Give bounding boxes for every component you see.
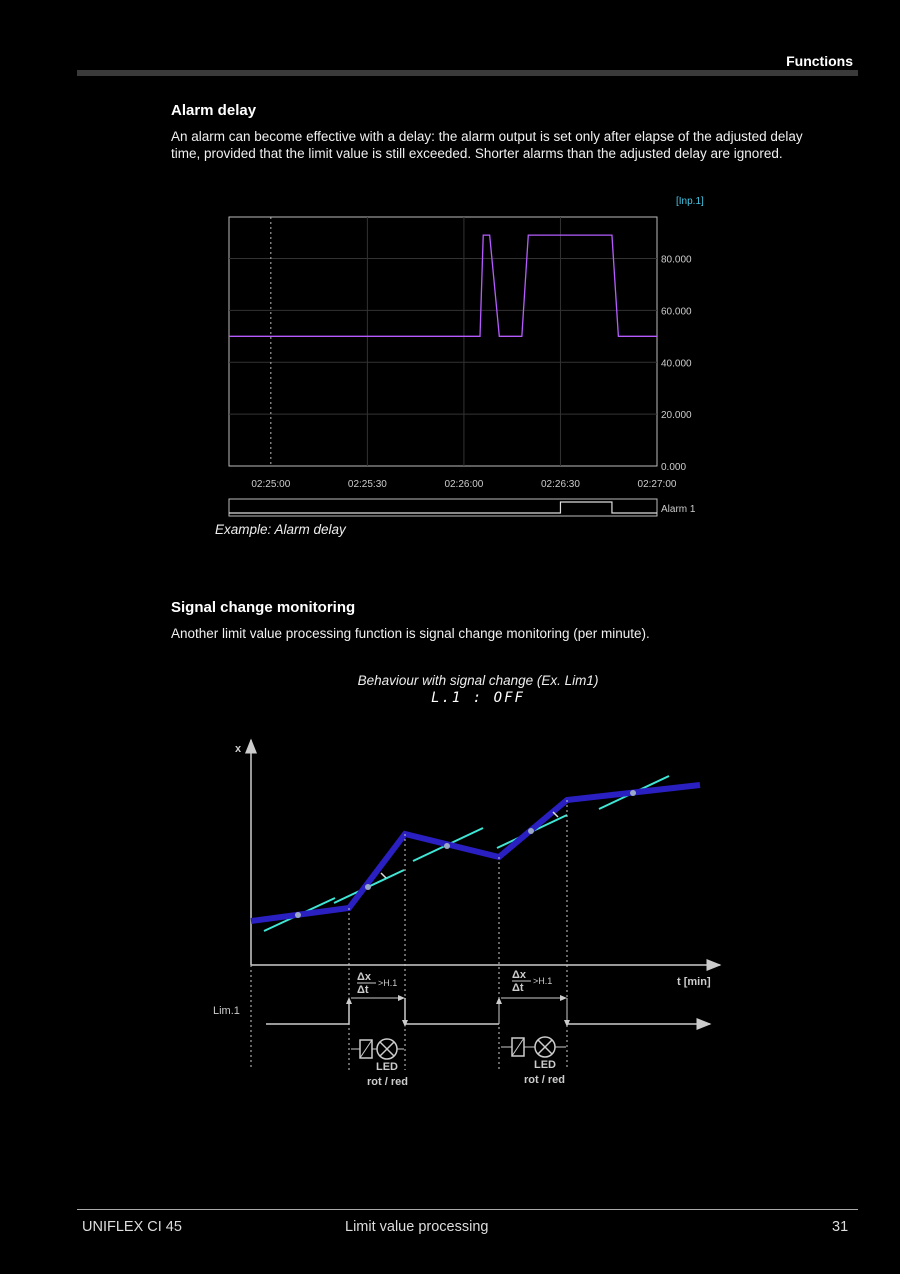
signal-curve [251, 785, 700, 921]
delta-annotation-2 [501, 969, 566, 998]
x-tick-label: 02:27:00 [637, 479, 677, 490]
relay-led-group-1 [351, 1039, 408, 1088]
alarm-label: Alarm 1 [661, 504, 696, 515]
alarm-delay-heading: Alarm delay [171, 102, 257, 119]
svg-text:Δt: Δt [512, 982, 524, 994]
y-tick-label: 60.000 [661, 306, 692, 318]
y-tick-label: 40.000 [661, 358, 692, 370]
signal-change-diagram [0, 730, 900, 1100]
alarm-delay-chart [0, 190, 900, 530]
alarm-delay-section [171, 102, 831, 162]
x-tick-label: 02:25:30 [347, 479, 387, 490]
svg-text:Δt: Δt [357, 984, 369, 996]
axis-x-label: x [235, 743, 242, 755]
delta-annotation-1 [351, 971, 404, 998]
x-tick-label: 02:26:30 [540, 479, 580, 490]
svg-text:>H.1: >H.1 [378, 978, 398, 988]
svg-text:rot / red: rot / red [367, 1076, 408, 1088]
display-readout: L.1 : OFF [431, 690, 525, 706]
signal-change-heading: Signal change monitoring [171, 599, 356, 616]
y-tick-label: 20.000 [661, 410, 692, 422]
plot-frame [229, 217, 657, 466]
sample-dots [295, 790, 636, 918]
footer-rule [77, 1209, 858, 1210]
alarm-delay-caption: Example: Alarm delay [215, 522, 346, 537]
channel-label: [Inp.1] [676, 196, 704, 207]
svg-text:LED: LED [534, 1059, 556, 1071]
x-tick-label: 02:25:00 [251, 479, 291, 490]
lim-label: Lim.1 [213, 1005, 240, 1017]
signal-change-text: Another limit value processing function is signal change monitoring (per minute). [171, 626, 650, 641]
relay-led-group-2 [501, 1037, 566, 1086]
svg-text:LED: LED [376, 1061, 398, 1073]
alarm-delay-text: An alarm can become effective with a delay: the alarm output is set only after elapse of the adjusted delay time, provided that the limit value is still exceeded. Shorter alarms than the adjusted delay are ignored. [171, 129, 803, 161]
footer-chapter: Limit value processing [345, 1219, 489, 1235]
page-number: 31 [832, 1219, 849, 1235]
svg-text:rot / red: rot / red [524, 1074, 565, 1086]
y-tick-label: 0.000 [661, 462, 687, 473]
svg-text:Δx: Δx [512, 969, 527, 981]
footer-product: UNIFLEX CI 45 [82, 1219, 182, 1235]
signal-diagram-title: Behaviour with signal change (Ex. Lim1) [357, 673, 599, 688]
signal-change-section [171, 599, 831, 642]
svg-text:>H.1: >H.1 [533, 976, 553, 986]
header-rule [77, 70, 858, 76]
y-tick-label: 80.000 [661, 254, 692, 266]
x-tick-label: 02:26:00 [444, 479, 484, 490]
tangent-lines [264, 776, 669, 931]
axis-t-label: t [min] [677, 976, 711, 988]
svg-text:Δx: Δx [357, 971, 372, 983]
section-label: Functions [786, 53, 853, 69]
